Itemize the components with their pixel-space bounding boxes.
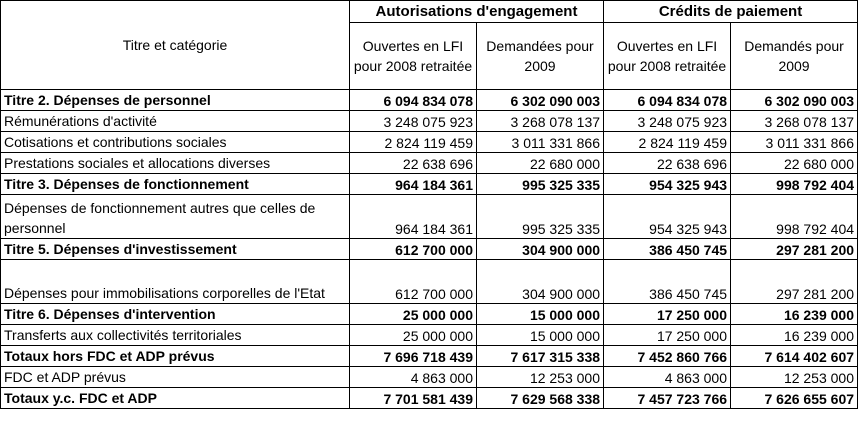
cell-cp-2008: 17 250 000 [604, 325, 731, 346]
cell-cp-2008: 7 452 860 766 [604, 346, 731, 367]
cell-ae-2009: 15 000 000 [477, 304, 604, 325]
cell-ae-2008: 3 248 075 923 [350, 111, 477, 132]
row-label: Rémunérations d'activité [1, 111, 350, 132]
table-row [1, 111, 858, 132]
row-label: Titre 6. Dépenses d'intervention [1, 304, 350, 325]
cell-ae-2009: 12 253 000 [477, 367, 604, 388]
cell-cp-2008: 954 325 943 [604, 195, 731, 239]
cell-cp-2009: 6 302 090 003 [731, 90, 858, 111]
cell-ae-2008: 964 184 361 [350, 174, 477, 195]
cell-cp-2008: 386 450 745 [604, 239, 731, 260]
table-row [1, 304, 858, 325]
cell-ae-2008: 7 701 581 439 [350, 388, 477, 409]
row-label: Titre 2. Dépenses de personnel [1, 90, 350, 111]
row-label: Prestations sociales et allocations diverses [1, 153, 350, 174]
cell-cp-2009: 16 239 000 [731, 325, 858, 346]
cell-ae-2009: 995 325 335 [477, 195, 604, 239]
row-label: Dépenses de fonctionnement autres que celles de personnel [1, 195, 350, 239]
cell-cp-2008: 6 094 834 078 [604, 90, 731, 111]
cell-ae-2009: 6 302 090 003 [477, 90, 604, 111]
cell-cp-2008: 17 250 000 [604, 304, 731, 325]
cell-ae-2009: 15 000 000 [477, 325, 604, 346]
cell-cp-2009: 7 614 402 607 [731, 346, 858, 367]
table-row [1, 153, 858, 174]
header-titre-categorie: Titre et catégorie [1, 1, 350, 90]
cell-ae-2009: 3 011 331 866 [477, 132, 604, 153]
table-row [1, 174, 858, 195]
cell-cp-2009: 12 253 000 [731, 367, 858, 388]
header-cp-demandes-2009: Demandés pour 2009 [731, 23, 858, 90]
cell-ae-2008: 612 700 000 [350, 239, 477, 260]
table-row [1, 132, 858, 153]
cell-cp-2009: 998 792 404 [731, 195, 858, 239]
cell-cp-2009: 297 281 200 [731, 239, 858, 260]
cell-ae-2009: 7 617 315 338 [477, 346, 604, 367]
cell-ae-2008: 25 000 000 [350, 325, 477, 346]
cell-cp-2008: 2 824 119 459 [604, 132, 731, 153]
table-row [1, 346, 858, 367]
header-credits-paiement: Crédits de paiement [604, 1, 858, 23]
cell-cp-2009: 16 239 000 [731, 304, 858, 325]
cell-cp-2008: 22 638 696 [604, 153, 731, 174]
cell-cp-2009: 7 626 655 607 [731, 388, 858, 409]
cell-cp-2008: 954 325 943 [604, 174, 731, 195]
cell-ae-2009: 7 629 568 338 [477, 388, 604, 409]
cell-cp-2008: 386 450 745 [604, 260, 731, 304]
row-label: Totaux hors FDC et ADP prévus [1, 346, 350, 367]
cell-cp-2009: 22 680 000 [731, 153, 858, 174]
cell-ae-2009: 304 900 000 [477, 239, 604, 260]
cell-ae-2009: 995 325 335 [477, 174, 604, 195]
cell-cp-2009: 998 792 404 [731, 174, 858, 195]
row-label: Titre 3. Dépenses de fonctionnement [1, 174, 350, 195]
cell-ae-2008: 6 094 834 078 [350, 90, 477, 111]
row-label: FDC et ADP prévus [1, 367, 350, 388]
cell-cp-2008: 4 863 000 [604, 367, 731, 388]
cell-ae-2008: 612 700 000 [350, 260, 477, 304]
cell-ae-2009: 304 900 000 [477, 260, 604, 304]
table-row [1, 195, 858, 239]
cell-ae-2009: 22 680 000 [477, 153, 604, 174]
cell-ae-2008: 964 184 361 [350, 195, 477, 239]
cell-ae-2008: 2 824 119 459 [350, 132, 477, 153]
cell-ae-2008: 7 696 718 439 [350, 346, 477, 367]
header-ae-demandees-2009: Demandées pour 2009 [477, 23, 604, 90]
cell-ae-2008: 22 638 696 [350, 153, 477, 174]
cell-cp-2009: 3 011 331 866 [731, 132, 858, 153]
cell-cp-2008: 3 248 075 923 [604, 111, 731, 132]
row-label: Dépenses pour immobilisations corporelles de l'Etat [1, 260, 350, 304]
row-label: Transferts aux collectivités territoriales [1, 325, 350, 346]
row-label: Totaux y.c. FDC et ADP [1, 388, 350, 409]
header-ae-ouvertes-2008: Ouvertes en LFI pour 2008 retraitée [350, 23, 477, 90]
table-row [1, 325, 858, 346]
table-row [1, 90, 858, 111]
cell-cp-2008: 7 457 723 766 [604, 388, 731, 409]
header-autorisations-engagement: Autorisations d'engagement [350, 1, 604, 23]
row-label: Titre 5. Dépenses d'investissement [1, 239, 350, 260]
cell-ae-2008: 4 863 000 [350, 367, 477, 388]
cell-ae-2009: 3 268 078 137 [477, 111, 604, 132]
cell-ae-2008: 25 000 000 [350, 304, 477, 325]
cell-cp-2009: 297 281 200 [731, 260, 858, 304]
table-row [1, 367, 858, 388]
header-cp-ouvertes-2008: Ouvertes en LFI pour 2008 retraitée [604, 23, 731, 90]
table-row [1, 260, 858, 304]
cell-cp-2009: 3 268 078 137 [731, 111, 858, 132]
row-label: Cotisations et contributions sociales [1, 132, 350, 153]
table-row [1, 388, 858, 409]
table-row [1, 239, 858, 260]
